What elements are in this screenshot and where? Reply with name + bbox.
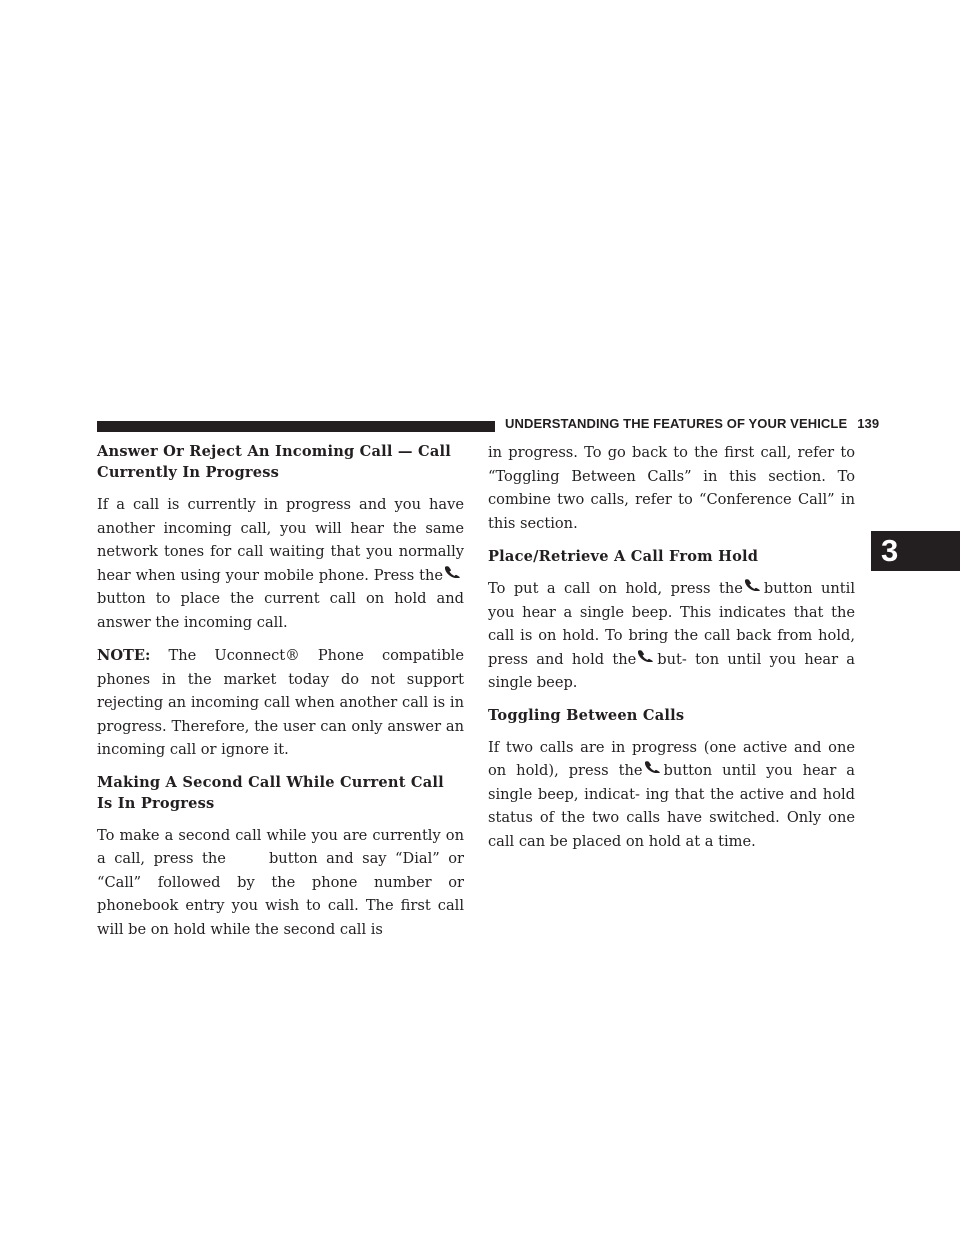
paragraph-second-call: To make a second call while you are currently on a call, press the button and say “Dial” or “Call” followed by the phone number or phonebook entry you wish to call. The first call will be on hold while the second call is <box>97 826 464 938</box>
heading-second-call: Making A Second Call While Current Call Is In Progress <box>97 773 444 812</box>
phone-handset-icon <box>644 761 662 773</box>
paragraph-call-waiting: If a call is currently in progress and you have another incoming call, you will hear the same network tones for call waiting that you normally hear when using your mobile phone. Press thebutton to place the current call on hold and answer the incoming call. <box>97 496 464 631</box>
running-header <box>505 416 879 431</box>
left-column <box>97 441 464 951</box>
section-title: UNDERSTANDING THE FEATURES OF YOUR VEHICLE <box>505 416 848 431</box>
paragraph-toggling: If two calls are in progress (one active and one on hold), press the button until you hear a single beep, indicat- ing that the active and hold status of the two calls have switched. Only one call can be placed on hold at a time. <box>488 738 855 850</box>
note-label: NOTE: <box>97 647 151 664</box>
heading-toggling: Toggling Between Calls <box>488 706 685 724</box>
phone-handset-icon <box>744 579 762 591</box>
heading-hold: Place/Retrieve A Call From Hold <box>488 548 759 565</box>
heading-answer-reject: Answer Or Reject An Incoming Call — Call Currently In Progress <box>97 443 451 481</box>
chapter-tab: 3 <box>871 531 960 571</box>
voice-command-icon <box>227 849 267 861</box>
phone-handset-icon <box>637 650 655 662</box>
page-number: 139 <box>857 416 880 431</box>
paragraph-continued: in progress. To go back to the first call, refer to “Toggling Between Calls” in this section. To combine two calls, refer to “Conference Call” in this section. <box>488 444 855 532</box>
right-column <box>488 441 855 863</box>
note-paragraph: NOTE: The Uconnect® Phone compatible phones in the market today do not support rejecting an incoming call when another call is in progress. Therefore, the user can only answer an incoming call or ignore it. <box>97 647 464 758</box>
phone-handset-icon <box>444 566 462 578</box>
header-rule <box>97 421 495 432</box>
paragraph-hold: To put a call on hold, press the button until you hear a single beep. This indicates that the call is on hold. To bring the call back from hold, press and hold the but- ton until you hear a single beep. <box>488 580 856 691</box>
